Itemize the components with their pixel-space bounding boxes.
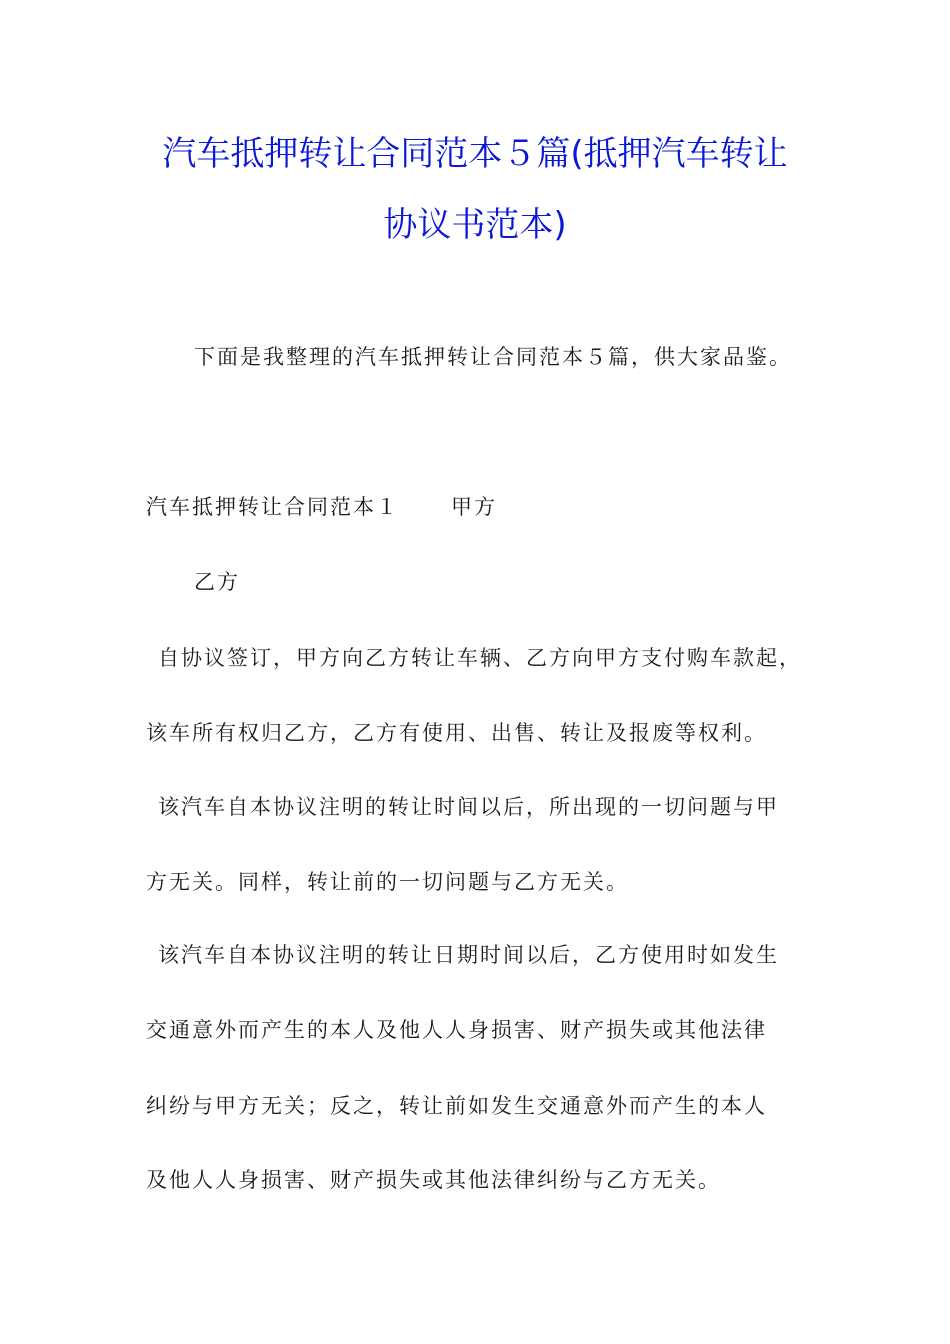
section-heading: 汽车抵押转让合同范本１ [146,495,399,519]
clause-line: 该汽车自本协议注明的转让时间以后，所出现的一切问题与甲 [158,795,779,819]
clause-line: 该汽车自本协议注明的转让日期时间以后，乙方使用时如发生 [158,943,779,967]
party-b-label: 乙方 [194,570,240,594]
clause-line: 纠纷与甲方无关；反之，转让前如发生交通意外而产生的本人 [146,1094,767,1118]
document-title-line-1: 汽车抵押转让合同范本５篇(抵押汽车转让 [162,134,788,174]
clause-line: 自协议签订，甲方向乙方转让车辆、乙方向甲方支付购车款起， [158,646,802,670]
intro-paragraph: 下面是我整理的汽车抵押转让合同范本５篇，供大家品鉴。 [194,345,792,369]
party-a-label: 甲方 [451,495,497,519]
clause-line: 该车所有权归乙方，乙方有使用、出售、转让及报废等权利。 [146,721,767,745]
clause-line: 方无关。同样，转让前的一切问题与乙方无关。 [146,870,629,894]
clause-line: 交通意外而产生的本人及他人人身损害、财产损失或其他法律 [146,1018,767,1042]
clause-line: 及他人人身损害、财产损失或其他法律纠纷与乙方无关。 [146,1168,721,1192]
section-heading-row [146,497,497,518]
document-title-line-2: 协议书范本) [383,205,567,245]
